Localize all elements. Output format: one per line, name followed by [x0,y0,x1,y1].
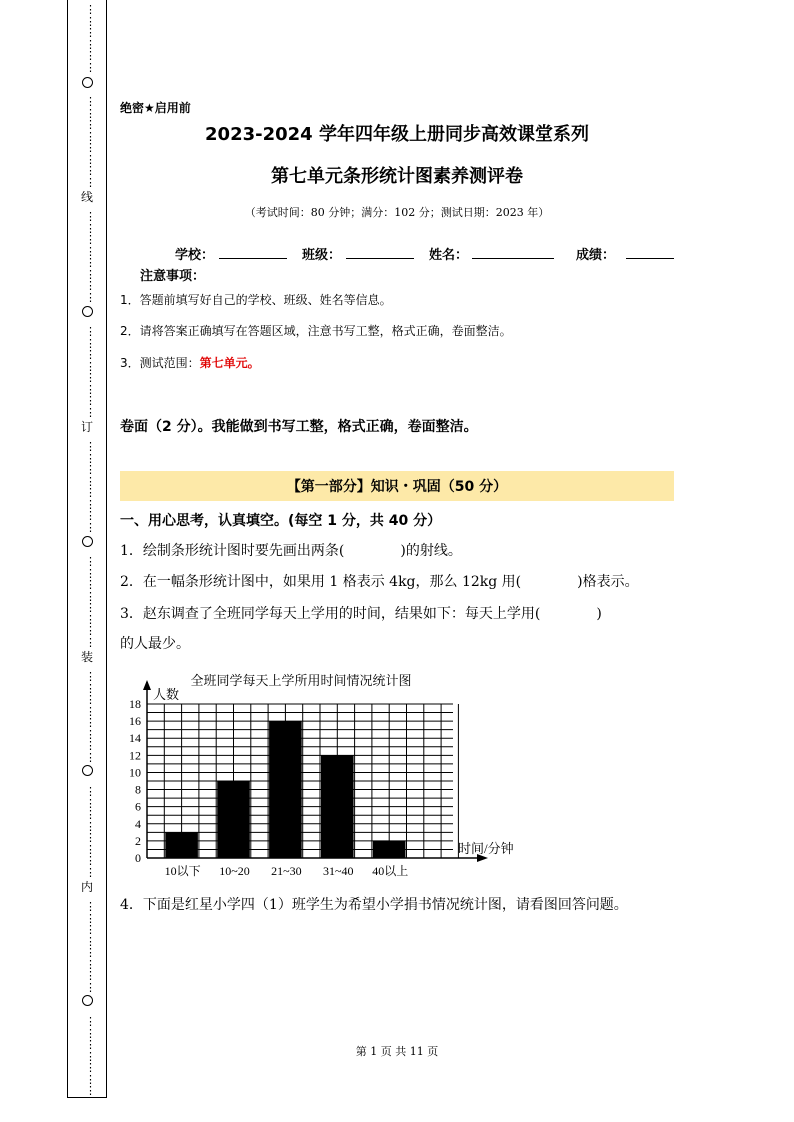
x-tick-label: 10以下 [164,864,201,878]
binding-dot: ⋮ [85,635,96,649]
binding-char: 装 [80,650,93,664]
binding-dot: ⋮ [85,1084,96,1097]
bar [321,755,354,858]
binding-dot: ⋮ [85,900,96,913]
x-tick-label: 31~40 [323,864,354,878]
binding-dot: ⋮ [85,796,96,810]
bar [373,841,406,858]
score-field[interactable] [626,244,674,259]
binding-dot: ⋮ [85,382,96,396]
binding-dot: ⋮ [85,451,96,465]
part1-banner-text: 【第一部分】知识・巩固（50 分） [286,479,508,495]
binding-dot: ⋮ [85,693,96,706]
binding-circle-icon [82,765,93,776]
y-tick-label: 0 [135,851,141,865]
question-3-line-1: 3．赵东调查了全班同学每天上学用的时间，结果如下：每天上学用( ) [120,606,602,622]
bar [217,781,250,858]
class-label: 班级： [302,248,342,263]
binding-dotted-line [68,0,106,1097]
binding-dot: ⋮ [85,267,96,281]
binding-dot: ⋮ [85,3,96,16]
y-tick-label: 8 [135,782,141,797]
question-3-line-2: 的人最少。 [120,636,190,652]
score-label: 成绩： [576,248,616,263]
y-tick-label: 6 [135,799,141,814]
note-item-1: 1．答题前填写好自己的学校、班级、姓名等信息。 [120,293,392,307]
binding-dot: ⋮ [85,980,96,994]
bar [269,721,302,858]
binding-dot: ⋮ [85,497,96,511]
chart-title: 全班同学每天上学所用时间情况统计图 [190,673,412,688]
binding-dot: ⋮ [85,739,96,752]
binding-dot: ⋮ [85,854,96,867]
binding-circle-icon [82,306,93,317]
exam-info: （考试时间：80 分钟；满分：102 分；测试日期：2023 年） [244,206,550,219]
binding-dot: ⋮ [85,129,96,143]
binding-dot: ⋮ [85,934,96,948]
binding-dot: ⋮ [85,279,96,292]
y-tick-label: 10 [129,765,141,780]
binding-dot: ⋮ [85,842,96,856]
x-axis-label: 时间/分钟 [458,841,514,856]
binding-dot: ⋮ [85,26,96,39]
binding-dot: ⋮ [85,727,96,741]
binding-dot: ⋮ [85,509,96,522]
school-label: 学校： [175,248,215,263]
binding-dot: ⋮ [85,256,96,269]
bar [165,832,198,858]
name-label: 姓名： [429,248,469,263]
binding-dot: ⋮ [85,911,96,925]
binding-char: 线 [80,190,93,204]
y-tick-label: 4 [135,816,141,831]
binding-dot: ⋮ [85,405,96,419]
binding-dot: ⋮ [85,141,96,154]
binding-dot: ⋮ [85,578,96,591]
binding-dot: ⋮ [85,681,96,695]
y-tick-label: 2 [135,833,141,848]
binding-dot: ⋮ [85,1072,96,1086]
binding-dot: ⋮ [85,95,96,108]
binding-dot: ⋮ [85,336,96,350]
binding-dot: ⋮ [85,1061,96,1074]
binding-dot: ⋮ [85,1015,96,1028]
y-axis-label: 人数 [153,687,180,702]
binding-dot: ⋮ [85,1038,96,1051]
binding-dot: ⋮ [85,325,96,338]
binding-dot: ⋮ [85,923,96,936]
x-tick-label: 21~30 [271,864,302,878]
binding-dot: ⋮ [85,865,96,879]
y-tick-label: 18 [129,697,141,711]
binding-dot: ⋮ [85,716,96,729]
binding-dot: ⋮ [85,49,96,62]
binding-char: 订 [80,420,93,434]
x-tick-label: 40以上 [372,864,409,878]
binding-dot: ⋮ [85,37,96,51]
binding-dot: ⋮ [85,808,96,821]
note-item-3-prefix: 3．测试范围： [120,356,200,370]
binding-circle-icon [82,77,93,88]
y-tick-label: 16 [129,714,141,729]
binding-dot: ⋮ [85,831,96,844]
binding-margin [67,0,107,1098]
binding-dot: ⋮ [85,371,96,384]
part1-banner [120,471,674,501]
binding-dot: ⋮ [85,819,96,833]
x-tick-label: 10~20 [219,864,250,878]
binding-dot: ⋮ [85,486,96,499]
name-field[interactable] [472,244,554,259]
binding-dot: ⋮ [85,969,96,982]
neatness-statement: 卷面（2 分）。我能做到书写工整，格式正确，卷面整洁。 [120,419,478,435]
binding-dot: ⋮ [85,704,96,718]
binding-dot: ⋮ [85,210,96,223]
binding-dot: ⋮ [85,785,96,798]
binding-circle-icon [82,995,93,1006]
binding-dot: ⋮ [85,359,96,373]
binding-dot: ⋮ [85,164,96,177]
binding-dot: ⋮ [85,624,96,637]
binding-dot: ⋮ [85,348,96,361]
exam-series-title: 2023-2024 学年四年级上册同步高效课堂系列 [205,124,589,145]
secret-label: 绝密★启用前 [120,101,191,115]
question-4: 4．下面是红星小学四（1）班学生为希望小学捐书情况统计图，请看图回答问题。 [120,897,628,913]
binding-dot: ⋮ [85,520,96,534]
binding-dot: ⋮ [85,555,96,568]
question-2: 2．在一幅条形统计图中，如果用 1 格表示 4kg，那么 12kg 用( )格表示。 [120,574,639,590]
binding-dot: ⋮ [85,244,96,258]
binding-dot: ⋮ [85,463,96,476]
bar-chart [120,668,540,883]
notes-heading: 注意事项： [140,269,206,284]
binding-dot: ⋮ [85,106,96,120]
binding-dot: ⋮ [85,118,96,131]
binding-dot: ⋮ [85,290,96,304]
page-footer: 第 1 页 共 11 页 [355,1045,439,1058]
binding-dot: ⋮ [85,612,96,626]
binding-dot: ⋮ [85,394,96,407]
y-tick-label: 12 [129,748,141,763]
y-axis-arrow-icon [143,680,151,690]
binding-circle-icon [82,536,93,547]
binding-dot: ⋮ [85,233,96,246]
binding-dot: ⋮ [85,601,96,614]
binding-dot: ⋮ [85,152,96,166]
binding-dot: ⋮ [85,175,96,189]
binding-dot: ⋮ [85,221,96,235]
binding-dot: ⋮ [85,670,96,683]
binding-dot: ⋮ [85,589,96,603]
exam-title: 第七单元条形统计图素养测评卷 [271,166,523,187]
note-item-2: 2．请将答案正确填写在答题区域，注意书写工整，格式正确，卷面整洁。 [120,324,512,338]
binding-char: 内 [80,880,93,894]
binding-dot: ⋮ [85,440,96,453]
binding-dot: ⋮ [85,750,96,764]
binding-dot: ⋮ [85,957,96,971]
binding-dot: ⋮ [85,1049,96,1063]
school-field[interactable] [219,244,287,259]
class-field[interactable] [346,244,414,259]
test-scope: 第七单元。 [199,356,260,370]
binding-dot: ⋮ [85,14,96,28]
y-tick-label: 14 [129,731,141,746]
binding-dot: ⋮ [85,1026,96,1040]
binding-dot: ⋮ [85,946,96,959]
section-title: 一、用心思考，认真填空。(每空 1 分，共 40 分） [120,513,442,529]
note-item-3 [120,354,260,371]
question-1: 1．绘制条形统计图时要先画出两条( )的射线。 [120,543,462,559]
binding-dot: ⋮ [85,566,96,580]
binding-dot: ⋮ [85,60,96,74]
binding-dot: ⋮ [85,474,96,488]
